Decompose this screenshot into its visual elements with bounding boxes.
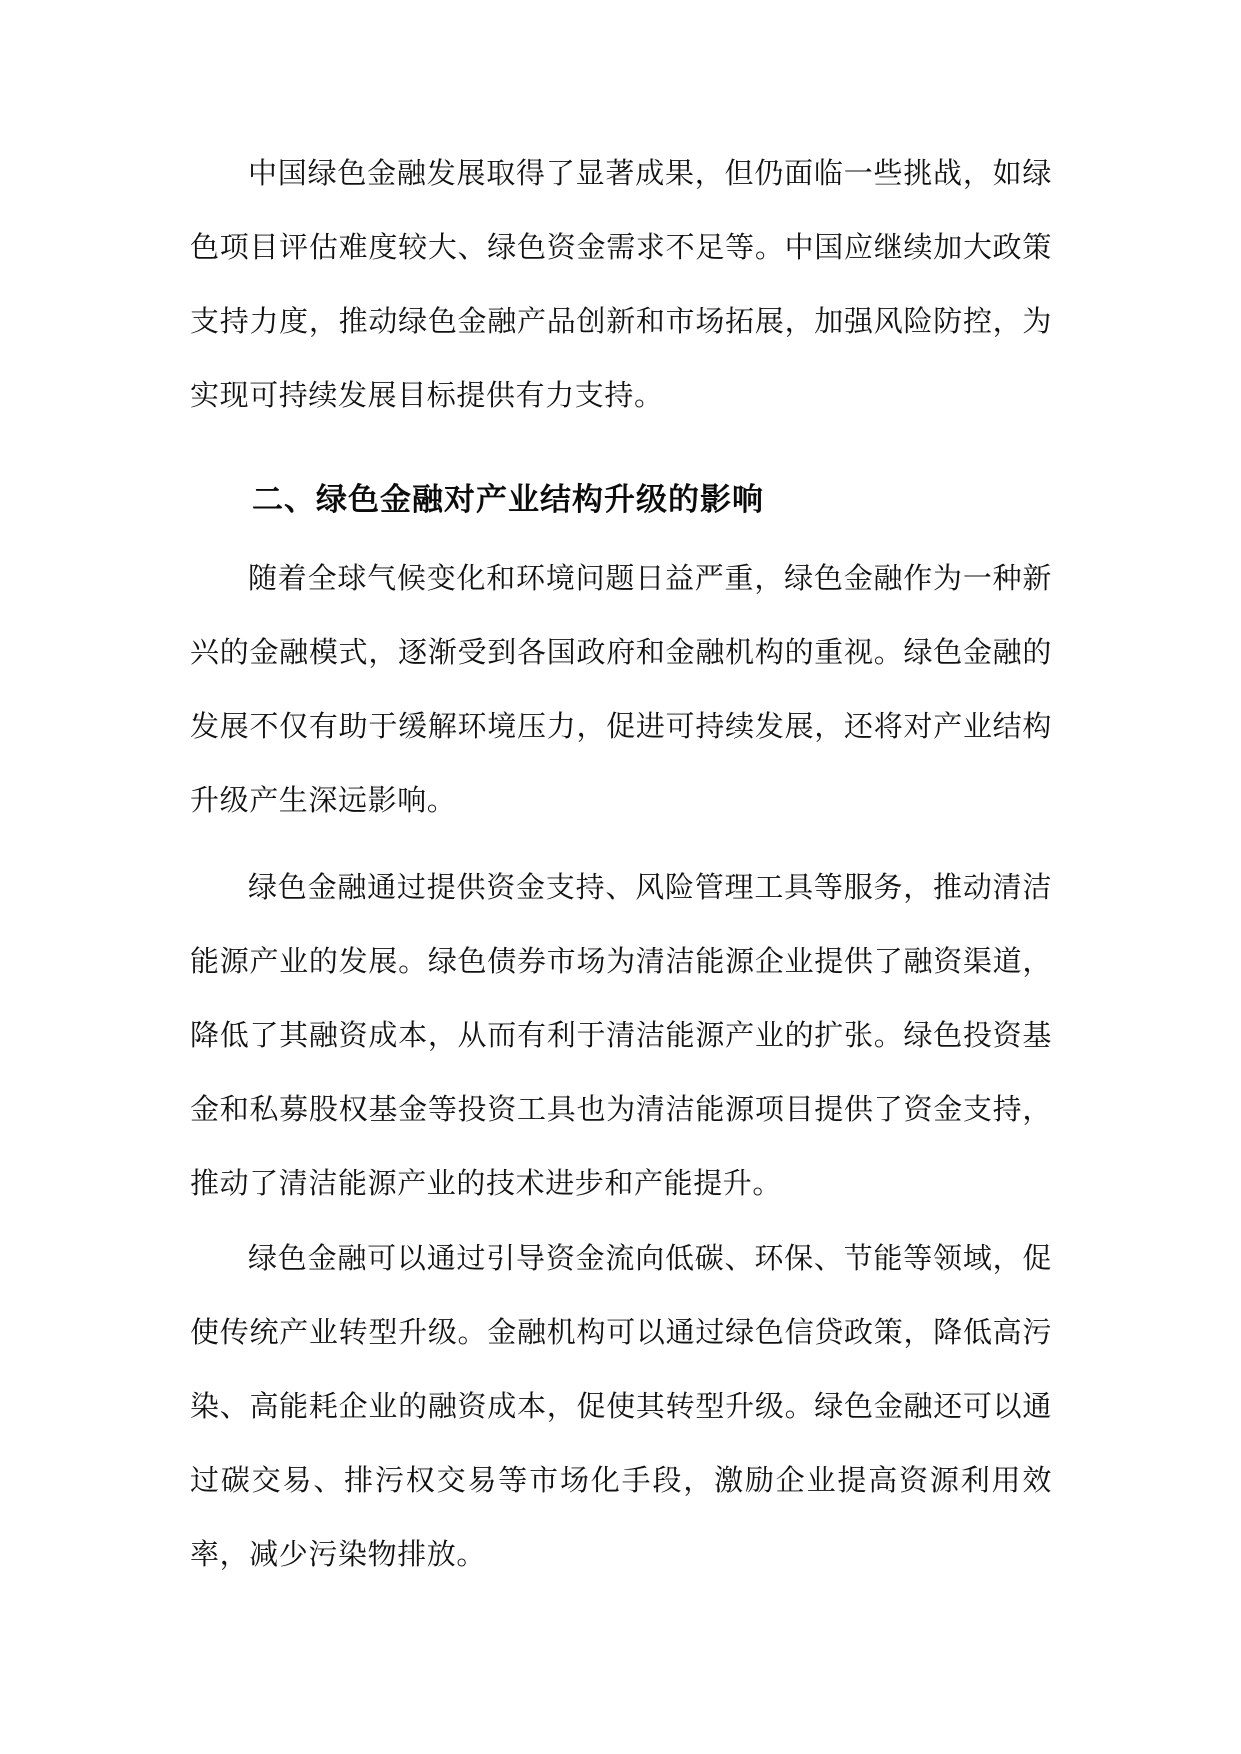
paragraph-clean-energy: 绿色金融通过提供资金支持、风险管理工具等服务，推动清洁能源产业的发展。绿色债券市场为清洁能源企业提供了融资渠道，降低了其融资成本，从而有利于清洁能源产业的扩张。绿色投资基金和私募股权基金等投资工具也为清洁能源项目提供了资金支持，推动了清洁能源产业的技术进步和产能提升。 bbox=[190, 870, 1052, 1200]
paragraph-context: 随着全球气候变化和环境问题日益严重，绿色金融作为一种新兴的金融模式，逐渐受到各国政府和金融机构的重视。绿色金融的发展不仅有助于缓解环境压力，促进可持续发展，还将对产业结构升级产生深远影响。 bbox=[190, 561, 1052, 817]
paragraph-transformation: 绿色金融可以通过引导资金流向低碳、环保、节能等领域，促使传统产业转型升级。金融机构可以通过绿色信贷政策，降低高污染、高能耗企业的融资成本，促使其转型升级。绿色金融还可以通过碳交易、排污权交易等市场化手段，激励企业提高资源利用效率，减少污染物排放。 bbox=[190, 1241, 1052, 1571]
section-heading: 二、绿色金融对产业结构升级的影响 bbox=[252, 482, 764, 518]
paragraph-intro: 中国绿色金融发展取得了显著成果，但仍面临一些挑战，如绿色项目评估难度较大、绿色资金需求不足等。中国应继续加大政策支持力度，推动绿色金融产品创新和市场拓展，加强风险防控，为实现可持续发展目标提供有力支持。 bbox=[190, 156, 1052, 412]
